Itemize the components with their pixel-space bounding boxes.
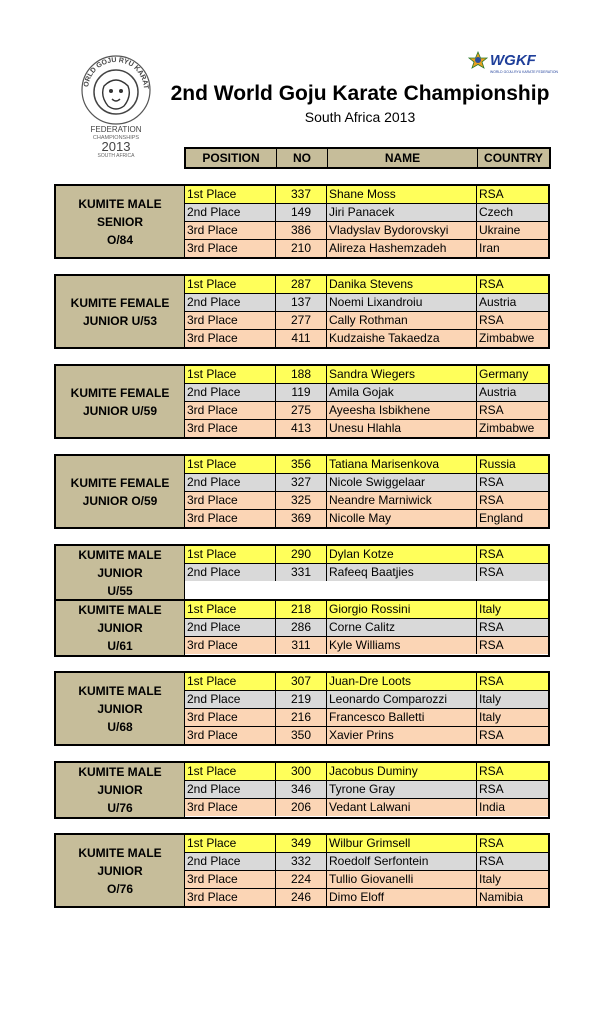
country-cell: Austria: [476, 384, 548, 401]
table-row: [185, 546, 548, 563]
number-cell: 337: [275, 186, 326, 203]
page-subtitle: South Africa 2013: [304, 109, 416, 125]
position-cell: 3rd Place: [187, 331, 238, 345]
country-cell: RSA: [476, 186, 548, 203]
country-cell: Ukraine: [476, 222, 548, 239]
table-row: [185, 276, 548, 293]
result-rows: [185, 763, 548, 817]
country-cell: RSA: [476, 673, 548, 690]
country-cell: RSA: [476, 619, 548, 636]
number-cell: 327: [275, 474, 326, 491]
number-cell: 346: [275, 781, 326, 798]
number-cell: 413: [275, 420, 326, 437]
number-cell: 356: [275, 456, 326, 473]
table-row: [185, 473, 548, 491]
name-cell: Tullio Giovanelli: [326, 871, 476, 888]
table-row: [185, 383, 548, 401]
table-row: [185, 311, 548, 329]
number-cell: 206: [275, 799, 326, 816]
position-cell: 2nd Place: [187, 205, 241, 219]
number-cell: 307: [275, 673, 326, 690]
country-cell: Italy: [476, 871, 548, 888]
number-cell: 311: [275, 637, 326, 654]
table-row: [185, 329, 548, 347]
name-cell: Unesu Hlahla: [326, 420, 476, 437]
category-label: KUMITE MALE SENIOR O/84: [56, 186, 185, 257]
category-label: KUMITE FEMALE JUNIOR U/59: [56, 366, 185, 437]
column-header-row: [184, 147, 551, 169]
name-cell: Alireza Hashemzadeh: [326, 240, 476, 257]
wgkf-logo: [468, 48, 559, 80]
wgkf-brand-text: WGKF: [490, 52, 536, 69]
table-row: [185, 203, 548, 221]
country-cell: Namibia: [476, 889, 548, 906]
wgkf-tagline-text: WORLD GOJU-RYU KARATE FEDERATION: [490, 70, 559, 74]
position-cell: 3rd Place: [187, 241, 238, 255]
name-cell: Danika Stevens: [326, 276, 476, 293]
position-cell: 1st Place: [187, 674, 237, 688]
position-cell: 3rd Place: [187, 800, 238, 814]
country-cell: Czech: [476, 204, 548, 221]
name-cell: Nicole Swiggelaar: [326, 474, 476, 491]
category-label: KUMITE MALE JUNIOR U/68: [56, 673, 185, 744]
number-cell: 188: [275, 366, 326, 383]
number-cell: 277: [275, 312, 326, 329]
category-label: KUMITE MALE JUNIOR O/76: [56, 835, 185, 906]
name-cell: Ayeesha Isbikhene: [326, 402, 476, 419]
table-row: [185, 293, 548, 311]
category-label: KUMITE MALE JUNIOR U/55: [56, 546, 185, 600]
name-cell: Shane Moss: [326, 186, 476, 203]
table-row: [185, 708, 548, 726]
position-cell: 3rd Place: [187, 890, 238, 904]
number-cell: 286: [275, 619, 326, 636]
table-row: [185, 726, 548, 744]
name-cell: Wilbur Grimsell: [326, 835, 476, 852]
column-header-name: NAME: [327, 149, 477, 167]
number-cell: 300: [275, 763, 326, 780]
position-cell: 1st Place: [187, 836, 237, 850]
table-row: [185, 618, 548, 636]
number-cell: 216: [275, 709, 326, 726]
position-cell: 3rd Place: [187, 710, 238, 724]
table-row: [185, 852, 548, 870]
number-cell: 219: [275, 691, 326, 708]
position-cell: 2nd Place: [187, 475, 241, 489]
number-cell: 224: [275, 871, 326, 888]
position-cell: 3rd Place: [187, 493, 238, 507]
country-cell: Zimbabwe: [476, 330, 548, 347]
position-cell: 1st Place: [187, 367, 237, 381]
position-cell: 2nd Place: [187, 295, 241, 309]
logo-championships-text: CHAMPIONSHIPS: [92, 135, 140, 141]
result-rows: [185, 601, 548, 655]
number-cell: 137: [275, 294, 326, 311]
country-cell: RSA: [476, 492, 548, 509]
position-cell: 2nd Place: [187, 782, 241, 796]
name-cell: Dimo Eloff: [326, 889, 476, 906]
table-row: [185, 673, 548, 690]
name-cell: Nicolle May: [326, 510, 476, 527]
name-cell: Cally Rothman: [326, 312, 476, 329]
country-cell: RSA: [476, 276, 548, 293]
number-cell: 332: [275, 853, 326, 870]
number-cell: 218: [275, 601, 326, 618]
name-cell: Amila Gojak: [326, 384, 476, 401]
name-cell: Sandra Wiegers: [326, 366, 476, 383]
result-group: [54, 364, 550, 439]
number-cell: 210: [275, 240, 326, 257]
country-cell: RSA: [476, 546, 548, 563]
result-rows: [185, 276, 548, 347]
column-header-position: POSITION: [202, 151, 260, 165]
name-cell: Vedant Lalwani: [326, 799, 476, 816]
number-cell: 287: [275, 276, 326, 293]
column-header-country: COUNTRY: [477, 149, 549, 167]
name-cell: Corne Calitz: [326, 619, 476, 636]
number-cell: 290: [275, 546, 326, 563]
position-cell: 3rd Place: [187, 313, 238, 327]
table-row: [185, 221, 548, 239]
name-cell: Vladyslav Bydorovskyi: [326, 222, 476, 239]
country-cell: RSA: [476, 763, 548, 780]
country-cell: Germany: [476, 366, 548, 383]
logo-federation-text: FEDERATION: [90, 125, 142, 134]
result-rows: [185, 456, 548, 527]
table-row: [185, 780, 548, 798]
name-cell: Tatiana Marisenkova: [326, 456, 476, 473]
table-row: [185, 491, 548, 509]
position-cell: 1st Place: [187, 457, 237, 471]
table-row: [185, 870, 548, 888]
category-label: KUMITE MALE JUNIOR U/76: [56, 763, 185, 817]
name-cell: Noemi Lixandroiu: [326, 294, 476, 311]
table-row: [185, 419, 548, 437]
name-cell: Jiri Panacek: [326, 204, 476, 221]
name-cell: Francesco Balletti: [326, 709, 476, 726]
country-cell: RSA: [476, 564, 548, 581]
name-cell: Jacobus Duminy: [326, 763, 476, 780]
country-cell: Iran: [476, 240, 548, 257]
result-rows: [185, 546, 548, 600]
logo-year-text: 2013: [101, 139, 131, 154]
position-cell: 2nd Place: [187, 385, 241, 399]
country-cell: Italy: [476, 709, 548, 726]
svg-text:WORLD GOJU RYU KARATE: [78, 52, 149, 90]
name-cell: Dylan Kotze: [326, 546, 476, 563]
position-cell: 3rd Place: [187, 728, 238, 742]
country-cell: Italy: [476, 601, 548, 618]
result-rows: [185, 366, 548, 437]
table-row: [185, 456, 548, 473]
country-cell: RSA: [476, 727, 548, 744]
number-cell: 386: [275, 222, 326, 239]
number-cell: 275: [275, 402, 326, 419]
name-cell: Giorgio Rossini: [326, 601, 476, 618]
country-cell: RSA: [476, 402, 548, 419]
number-cell: 119: [275, 384, 326, 401]
result-group: [54, 599, 550, 657]
table-row: [185, 763, 548, 780]
position-cell: 3rd Place: [187, 511, 238, 525]
name-cell: Kudzaishe Takaedza: [326, 330, 476, 347]
country-cell: RSA: [476, 637, 548, 654]
result-rows: [185, 673, 548, 744]
country-cell: Russia: [476, 456, 548, 473]
number-cell: 325: [275, 492, 326, 509]
table-row: [185, 239, 548, 257]
country-cell: Austria: [476, 294, 548, 311]
result-group: [54, 184, 550, 259]
number-cell: 411: [275, 330, 326, 347]
position-cell: 2nd Place: [187, 854, 241, 868]
position-cell: 3rd Place: [187, 223, 238, 237]
name-cell: Neandre Marniwick: [326, 492, 476, 509]
category-label: KUMITE FEMALE JUNIOR U/53: [56, 276, 185, 347]
name-cell: Xavier Prins: [326, 727, 476, 744]
position-cell: 2nd Place: [187, 565, 241, 579]
name-cell: Tyrone Gray: [326, 781, 476, 798]
country-cell: RSA: [476, 781, 548, 798]
table-row: [185, 835, 548, 852]
number-cell: 349: [275, 835, 326, 852]
country-cell: England: [476, 510, 548, 527]
table-row: [185, 798, 548, 816]
page-title: 2nd World Goju Karate Championship: [170, 82, 550, 105]
country-cell: India: [476, 799, 548, 816]
table-row: [185, 888, 548, 906]
number-cell: 350: [275, 727, 326, 744]
country-cell: Zimbabwe: [476, 420, 548, 437]
country-cell: RSA: [476, 474, 548, 491]
result-group: [54, 544, 550, 602]
logo-arc-text: ORLD GOJU RYU KARAT: [83, 56, 150, 90]
position-cell: 3rd Place: [187, 638, 238, 652]
number-cell: 149: [275, 204, 326, 221]
country-cell: RSA: [476, 853, 548, 870]
position-cell: 3rd Place: [187, 421, 238, 435]
name-cell: Roedolf Serfontein: [326, 853, 476, 870]
name-cell: Juan-Dre Loots: [326, 673, 476, 690]
name-cell: Leonardo Comparozzi: [326, 691, 476, 708]
name-cell: Rafeeq Baatjies: [326, 564, 476, 581]
position-cell: 3rd Place: [187, 403, 238, 417]
table-row: [185, 690, 548, 708]
logo-country-text: SOUTH AFRICA: [97, 153, 135, 158]
country-cell: RSA: [476, 835, 548, 852]
result-rows: [185, 186, 548, 257]
table-row: [185, 636, 548, 654]
result-rows: [185, 835, 548, 906]
position-cell: 2nd Place: [187, 620, 241, 634]
table-row: [185, 563, 548, 581]
federation-logo: [78, 52, 154, 158]
table-row: [185, 401, 548, 419]
country-cell: Italy: [476, 691, 548, 708]
table-row: [185, 509, 548, 527]
number-cell: 331: [275, 564, 326, 581]
position-cell: 1st Place: [187, 547, 237, 561]
result-group: [54, 833, 550, 908]
table-row: [185, 366, 548, 383]
position-cell: 3rd Place: [187, 872, 238, 886]
name-cell: Kyle Williams: [326, 637, 476, 654]
position-cell: 1st Place: [187, 764, 237, 778]
table-row: [185, 186, 548, 203]
position-cell: 2nd Place: [187, 692, 241, 706]
category-label: KUMITE MALE JUNIOR U/61: [56, 601, 185, 655]
position-cell: 1st Place: [187, 187, 237, 201]
number-cell: 246: [275, 889, 326, 906]
country-cell: RSA: [476, 312, 548, 329]
number-cell: 369: [275, 510, 326, 527]
position-cell: 1st Place: [187, 277, 237, 291]
position-cell: 1st Place: [187, 602, 237, 616]
result-group: [54, 274, 550, 349]
table-row: [185, 601, 548, 618]
result-group: [54, 454, 550, 529]
result-group: [54, 761, 550, 819]
column-header-no: NO: [276, 149, 327, 167]
result-group: [54, 671, 550, 746]
category-label: KUMITE FEMALE JUNIOR O/59: [56, 456, 185, 527]
